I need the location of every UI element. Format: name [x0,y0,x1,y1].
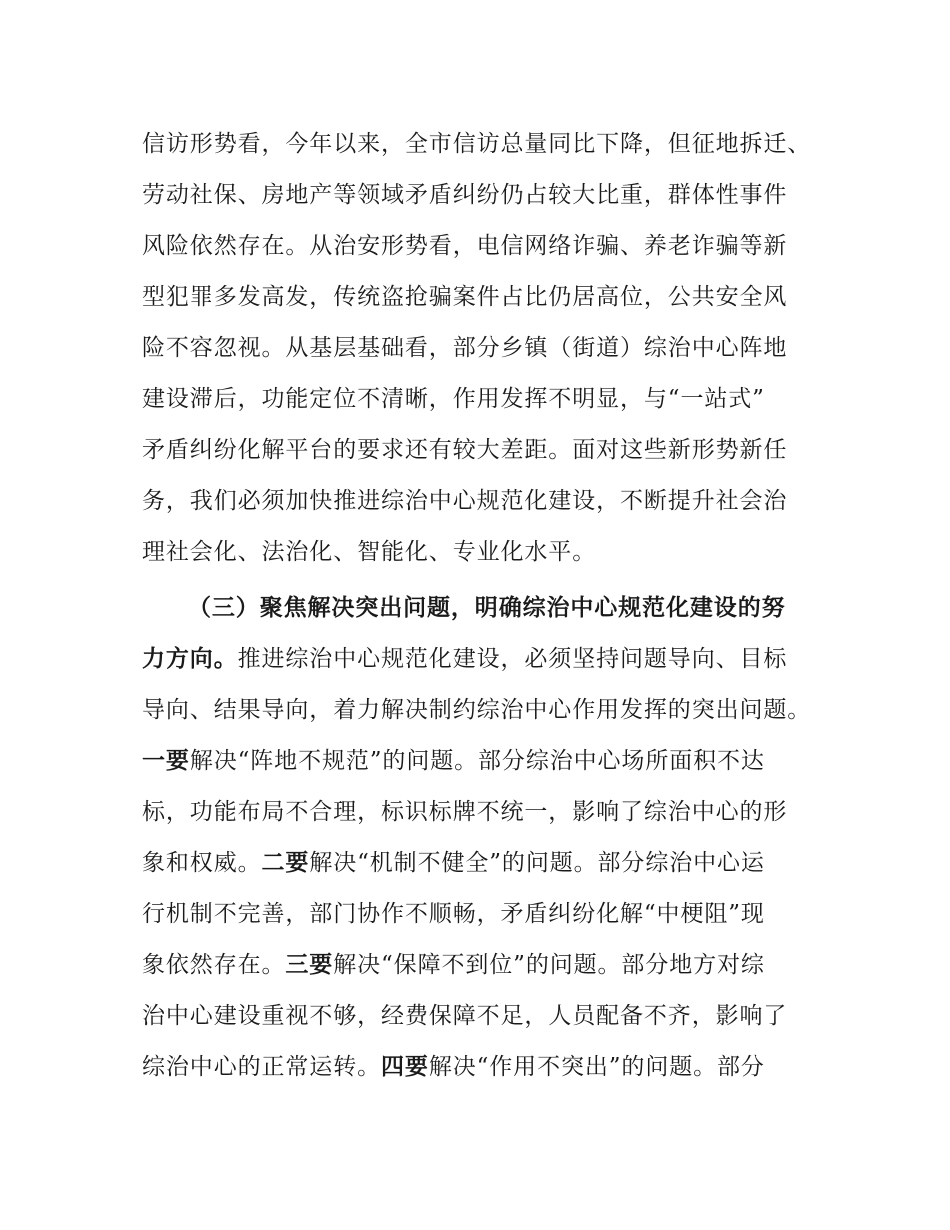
text-line [142,634,822,685]
text-line: 行机制不完善，部门协作不顺畅，矛盾纠纷化解“中梗阻”现 [142,901,765,927]
text-line: 矛盾纠纷化解平台的要求还有较大差距。面对这些新形势新任 [142,437,788,463]
text-run: 象依然存在。 [142,952,286,978]
text-run: 解决“作用不突出”的问题。部分 [428,1054,765,1080]
text-line: 标，功能布局不合理，标识标牌不统一，影响了综治中心的形 [142,799,788,825]
text-line: 型犯罪多发高发，传统盗抢骗案件占比仍居高位，公共安全风 [142,284,788,310]
section-heading: （三）聚焦解决突出问题，明确综治中心规范化建设的努 [188,595,786,621]
text-line: 务，我们必须加快推进综治中心规范化建设，不断提升社会治 [142,488,788,514]
section-heading-line [142,583,822,634]
text-run: 综治中心的正常运转。 [142,1054,381,1080]
text-line: 理社会化、法治化、智能化、专业化水平。 [142,539,597,565]
item-marker-4: 四要 [381,1054,429,1080]
text-line: 信访形势看，今年以来，全市信访总量同比下降，但征地拆迁、 [142,131,812,157]
text-run: 象和权威。 [142,850,262,876]
section-heading-end: 力方向。 [142,646,238,672]
text-line: 劳动社保、房地产等领域矛盾纠纷仍占较大比重，群体性事件 [142,182,788,208]
text-run: 解决“阵地不规范”的问题。部分综治中心场所面积不达 [189,748,765,774]
text-line [142,736,822,787]
text-line: 风险依然存在。从治安形势看，电信网络诈骗、养老诈骗等新 [142,233,788,259]
item-marker-3: 三要 [285,952,334,978]
text-line: 建设滞后，功能定位不清晰，作用发挥不明显，与“一站式” [142,386,765,412]
text-line: 险不容忽视。从基层基础看，部分乡镇（街道）综治中心阵地 [142,335,788,361]
text-line: 治中心建设重视不够，经费保障不足，人员配备不齐，影响了 [142,1003,788,1029]
text-line: 导向、结果导向，着力解决制约综治中心作用发挥的突出问题。 [142,697,812,723]
text-line [142,1042,822,1093]
text-run: 解决“保障不到位”的问题。部分地方对综 [333,952,765,978]
text-run: 推进综治中心规范化建设，必须坚持问题导向、目标 [237,646,788,672]
paragraph-situation [142,119,822,578]
item-marker-1: 一要 [142,748,190,774]
text-line [142,838,822,889]
text-line [142,940,822,991]
item-marker-2: 二要 [261,850,310,876]
paragraph-problems [142,583,822,1093]
text-run: 解决“机制不健全”的问题。部分综治中心运 [309,850,765,876]
